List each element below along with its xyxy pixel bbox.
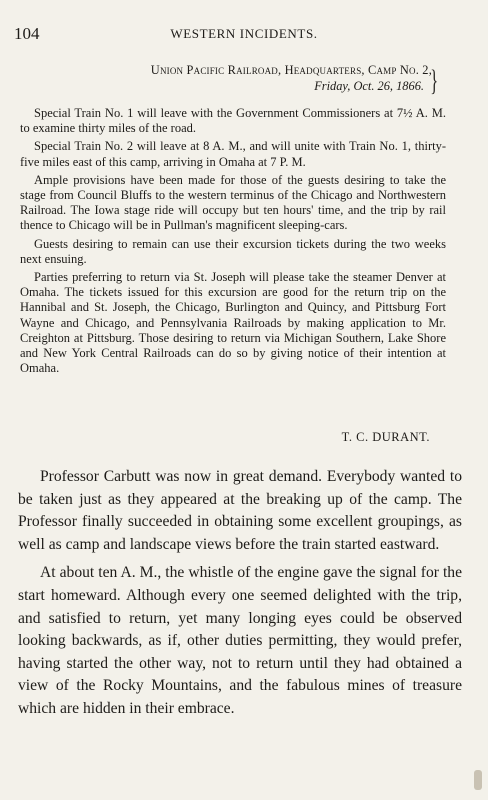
dateline [60,62,432,94]
page-number: 104 [14,24,40,43]
dateline-location: Union Pacific Railroad, Headquarters, Camp No. 2, [150,63,432,77]
order-paragraph: Special Train No. 2 will leave at 8 A. M., and will unite with Train No. 1, thirty-five miles east of this camp, arriving in Omaha at 7 P. M. [20,139,446,169]
page-header [14,24,474,44]
signature: T. C. DURANT. [341,430,430,444]
dateline-date: Friday, Oct. 26, 1866. [314,79,424,93]
special-order-text [20,106,446,379]
narrative-paragraph: Professor Carbutt was now in great demand. Everybody wanted to be taken just as they appeared at the breaking up of the camp. The Professor finally succeeded in obtaining some excellent groupings, as well as camp and landscape views before the train started eastward. [18,468,462,553]
narrative-text [18,466,462,727]
order-paragraph: Ample provisions have been made for those of the guests desiring to take the stage from Council Bluffs to the western terminus of the Chicago and Northwestern Railroad. The Iowa stage ride will occupy but ten hours' time, and the trip by rail thence to Chicago will be in Pullman's magnificent sleeping-cars. [20,172,446,233]
brace-mark: } [430,64,439,97]
narrative-paragraph: At about ten A. M., the whistle of the engine gave the signal for the start homeward. Although every one seemed delighted with the trip, and satisfied to return, yet many longing eyes could be observed looking backwards, as if, other duties permitting, they would prefer, having started the other way, not to return until they had obtained a view of the Rocky Mountains, and the fabulous mines of treasure which are hidden in their embrace. [18,564,462,717]
order-paragraph: Parties preferring to return via St. Joseph will please take the steamer Denver at Omaha. The tickets issued for this excursion are good for the return trip on the Hannibal and St. Joseph, the Chicago, Burlington and Quincy, and Pittsburg Fort Wayne and Chicago, and Pennsylvania Railroads by making application to Mr. Creighton at Pittsburg. Those desiring to return via Michigan Southern, Lake Shore and New York Central Railroads can do so by giving notice of their intention at Omaha. [20,270,446,376]
order-paragraph: Guests desiring to remain can use their excursion tickets during the two weeks next ensuing. [20,236,446,266]
page-edge-mark [474,770,482,790]
running-head: WESTERN INCIDENTS. [170,26,318,41]
order-paragraph: Special Train No. 1 will leave with the Government Commissioners at 7½ A. M. to examine thirty miles of the road. [20,106,446,136]
